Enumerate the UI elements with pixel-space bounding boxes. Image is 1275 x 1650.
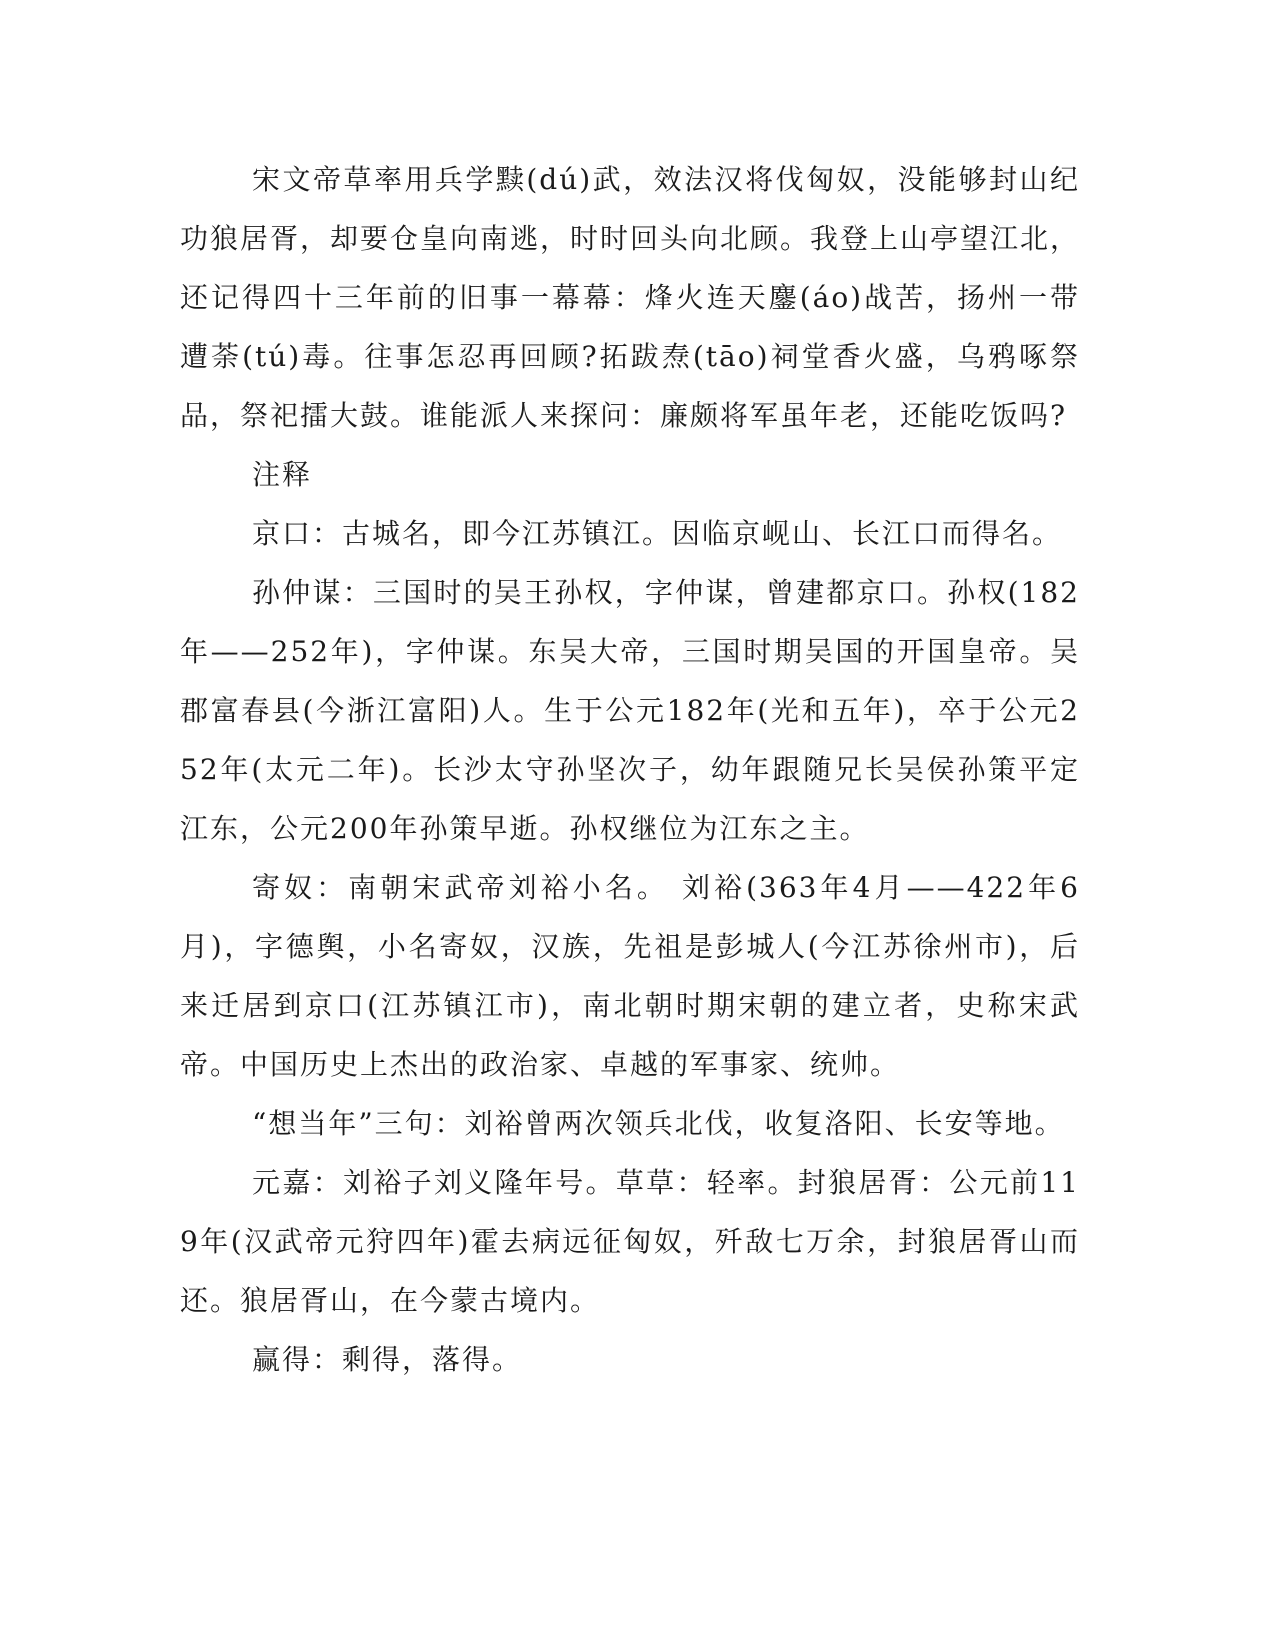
note-xiang-dang-nian: “想当年”三句：刘裕曾两次领兵北伐，收复洛阳、长安等地。 bbox=[252, 1107, 1065, 1140]
note-jinu: 寄奴：南朝宋武帝刘裕小名。 刘裕(363年4月——422年6月)，字德舆，小名寄奴，汉族，先祖是彭城人(今江苏徐州市)，后来迁居到京口(江苏镇江市)，南北朝时期宋朝的建立者，史称宋武帝。中国历史上杰出的政治家、卓越的军事家、统帅。 bbox=[180, 871, 1080, 1081]
note-yingde: 赢得：剩得，落得。 bbox=[252, 1343, 523, 1376]
notes-heading: 注释 bbox=[252, 458, 313, 491]
document-page bbox=[180, 150, 1080, 1389]
paragraph-translation: 宋文帝草率用兵学黩(dú)武，效法汉将伐匈奴，没能够封山纪功狼居胥，却要仓皇向南逃，时时回头向北顾。我登上山亭望江北，还记得四十三年前的旧事一幕幕：烽火连天鏖(áo)战苦，扬州一带遭荼(tú)毒。往事怎忍再回顾?拓跋焘(tāo)祠堂香火盛，乌鸦啄祭品，祭祀擂大鼓。谁能派人来探问：廉颇将军虽年老，还能吃饭吗? bbox=[180, 163, 1081, 432]
note-jingkou: 京口：古城名，即今江苏镇江。因临京岘山、长江口而得名。 bbox=[252, 517, 1063, 550]
note-yuanjia: 元嘉：刘裕子刘义隆年号。草草：轻率。封狼居胥：公元前119年(汉武帝元狩四年)霍去病远征匈奴，歼敌七万余，封狼居胥山而还。狼居胥山，在今蒙古境内。 bbox=[180, 1166, 1080, 1317]
note-sun-zhongmou: 孙仲谋：三国时的吴王孙权，字仲谋，曾建都京口。孙权(182年——252年)，字仲谋。东吴大帝，三国时期吴国的开国皇帝。吴郡富春县(今浙江富阳)人。生于公元182年(光和五年)，卒于公元252年(太元二年)。长沙太守孙坚次子，幼年跟随兄长吴侯孙策平定江东，公元200年孙策早逝。孙权继位为江东之主。 bbox=[180, 576, 1080, 845]
